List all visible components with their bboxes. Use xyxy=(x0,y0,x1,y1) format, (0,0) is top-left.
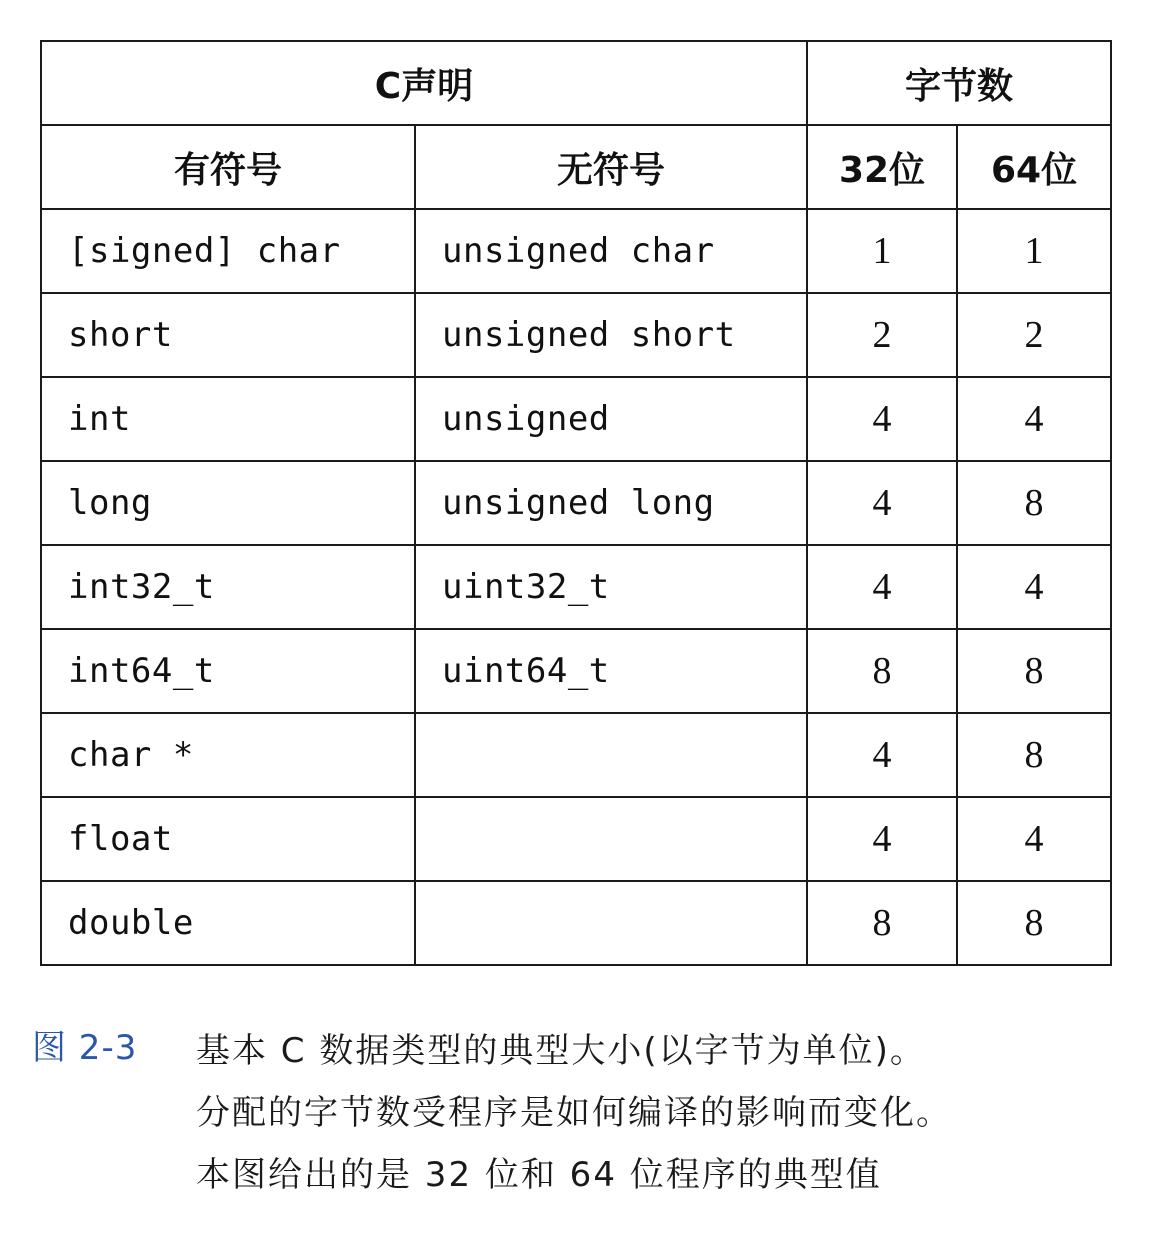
bytes-64-cell: 8 xyxy=(957,461,1111,545)
caption-line-3: 本图给出的是 32 位和 64 位程序的典型值 xyxy=(196,1155,882,1195)
bytes-32-cell: 8 xyxy=(807,881,957,965)
data-type-size-table-container xyxy=(40,40,1110,966)
table-row xyxy=(41,293,1111,377)
bytes-32-cell: 8 xyxy=(807,629,957,713)
signed-type-cell: [signed] char xyxy=(41,209,415,293)
header-row-top xyxy=(41,41,1111,125)
bytes-64-cell: 1 xyxy=(957,209,1111,293)
header-unsigned: 无符号 xyxy=(415,125,807,209)
signed-type-cell: float xyxy=(41,797,415,881)
table-row xyxy=(41,545,1111,629)
header-c-declaration: C声明 xyxy=(41,41,807,125)
bytes-64-cell: 4 xyxy=(957,797,1111,881)
data-type-size-table xyxy=(40,40,1112,966)
bytes-64-cell: 4 xyxy=(957,545,1111,629)
bytes-64-cell: 8 xyxy=(957,713,1111,797)
bytes-32-cell: 4 xyxy=(807,377,957,461)
table-row xyxy=(41,461,1111,545)
table-row xyxy=(41,713,1111,797)
unsigned-type-cell xyxy=(415,881,807,965)
header-64bit: 64位 xyxy=(957,125,1111,209)
caption-line-2: 分配的字节数受程序是如何编译的影响而变化。 xyxy=(196,1093,952,1133)
unsigned-type-cell: unsigned char xyxy=(415,209,807,293)
unsigned-type-cell: uint64_t xyxy=(415,629,807,713)
bytes-32-cell: 4 xyxy=(807,713,957,797)
table-row xyxy=(41,797,1111,881)
signed-type-cell: short xyxy=(41,293,415,377)
signed-type-cell: long xyxy=(41,461,415,545)
table-row xyxy=(41,881,1111,965)
signed-type-cell: int xyxy=(41,377,415,461)
table-row xyxy=(41,209,1111,293)
bytes-64-cell: 8 xyxy=(957,629,1111,713)
table-row xyxy=(41,377,1111,461)
bytes-32-cell: 4 xyxy=(807,797,957,881)
signed-type-cell: char * xyxy=(41,713,415,797)
caption-line-1: 基本 C 数据类型的典型大小(以字节为单位)。 xyxy=(196,1031,926,1071)
header-signed: 有符号 xyxy=(41,125,415,209)
bytes-64-cell: 8 xyxy=(957,881,1111,965)
unsigned-type-cell: uint32_t xyxy=(415,545,807,629)
signed-type-cell: int32_t xyxy=(41,545,415,629)
bytes-32-cell: 4 xyxy=(807,545,957,629)
bytes-32-cell: 4 xyxy=(807,461,957,545)
signed-type-cell: int64_t xyxy=(41,629,415,713)
unsigned-type-cell: unsigned long xyxy=(415,461,807,545)
bytes-64-cell: 2 xyxy=(957,293,1111,377)
unsigned-type-cell xyxy=(415,797,807,881)
header-bytes: 字节数 xyxy=(807,41,1111,125)
bytes-32-cell: 1 xyxy=(807,209,957,293)
bytes-64-cell: 4 xyxy=(957,377,1111,461)
table-row xyxy=(41,629,1111,713)
unsigned-type-cell xyxy=(415,713,807,797)
caption-text xyxy=(196,1020,1136,1206)
figure-label: 图 2-3 xyxy=(32,1028,138,1068)
unsigned-type-cell: unsigned short xyxy=(415,293,807,377)
header-row-sub xyxy=(41,125,1111,209)
header-32bit: 32位 xyxy=(807,125,957,209)
signed-type-cell: double xyxy=(41,881,415,965)
unsigned-type-cell: unsigned xyxy=(415,377,807,461)
bytes-32-cell: 2 xyxy=(807,293,957,377)
